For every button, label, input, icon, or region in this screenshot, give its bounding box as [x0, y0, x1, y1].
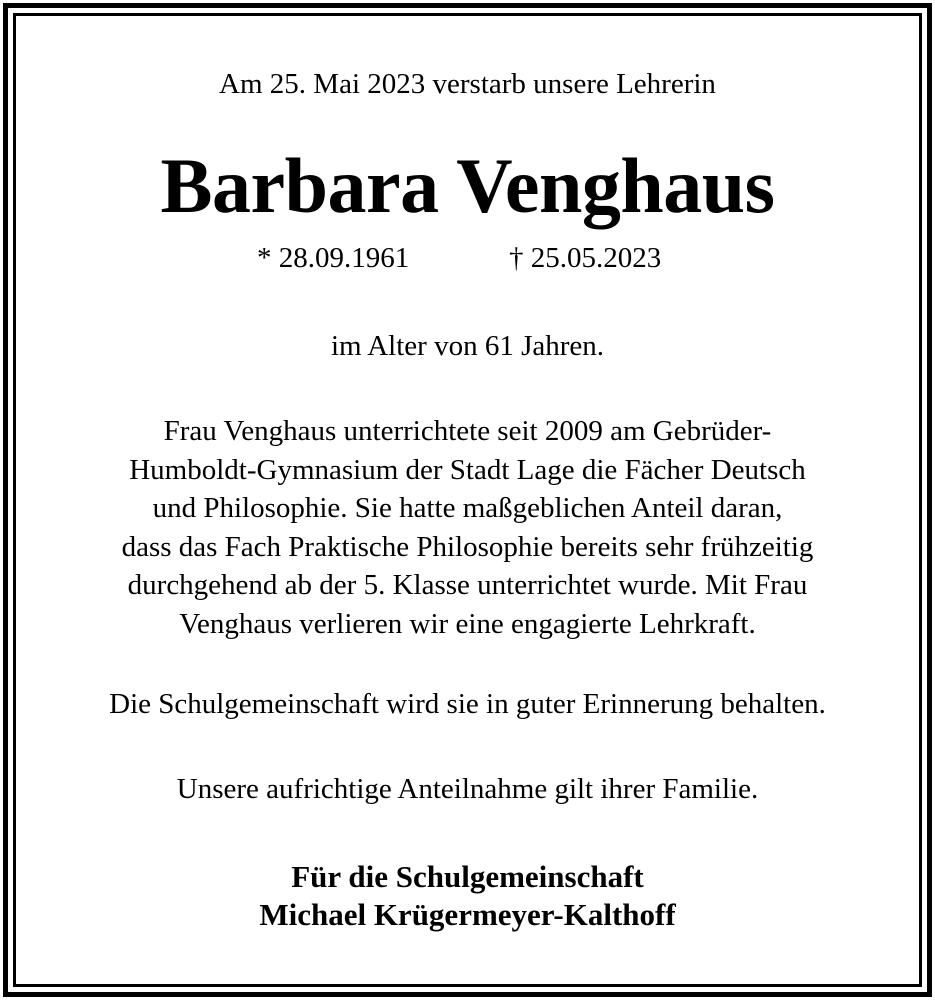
signature-name: Michael Krügermeyer-Kalthoff	[259, 897, 676, 932]
body-line: Humboldt-Gymnasium der Stadt Lage die Fächer Deutsch	[129, 453, 806, 486]
body-line: dass das Fach Praktische Philosophie bereits sehr frühzeitig	[121, 530, 814, 563]
intro-line: Am 25. Mai 2023 verstarb unsere Lehrerin	[219, 68, 716, 100]
signature-organization: Für die Schulgemeinschaft	[291, 859, 644, 894]
death-date: † 25.05.2023	[509, 242, 662, 274]
age-line: im Alter von 61 Jahren.	[330, 330, 605, 362]
body-line: Frau Venghaus unterrichtete seit 2009 am Gebrüder-	[163, 415, 772, 447]
body-paragraph	[16, 412, 919, 643]
condolence-line: Unsere aufrichtige Anteilnahme gilt ihrer Familie.	[176, 773, 759, 805]
signature-block	[16, 858, 919, 934]
birth-date: * 28.09.1961	[257, 242, 410, 274]
body-line: durchgehend ab der 5. Klasse unterrichtet wurde. Mit Frau	[127, 569, 808, 601]
obituary-notice	[16, 16, 919, 984]
closing-line: Die Schulgemeinschaft wird sie in guter Erinnerung behalten.	[109, 688, 826, 720]
body-line: Venghaus verlieren wir eine engagierte Lehrkraft.	[179, 607, 756, 640]
deceased-name: Barbara Venghaus	[160, 142, 775, 229]
body-line: und Philosophie. Sie hatte maßgeblichen Anteil daran,	[152, 492, 783, 524]
